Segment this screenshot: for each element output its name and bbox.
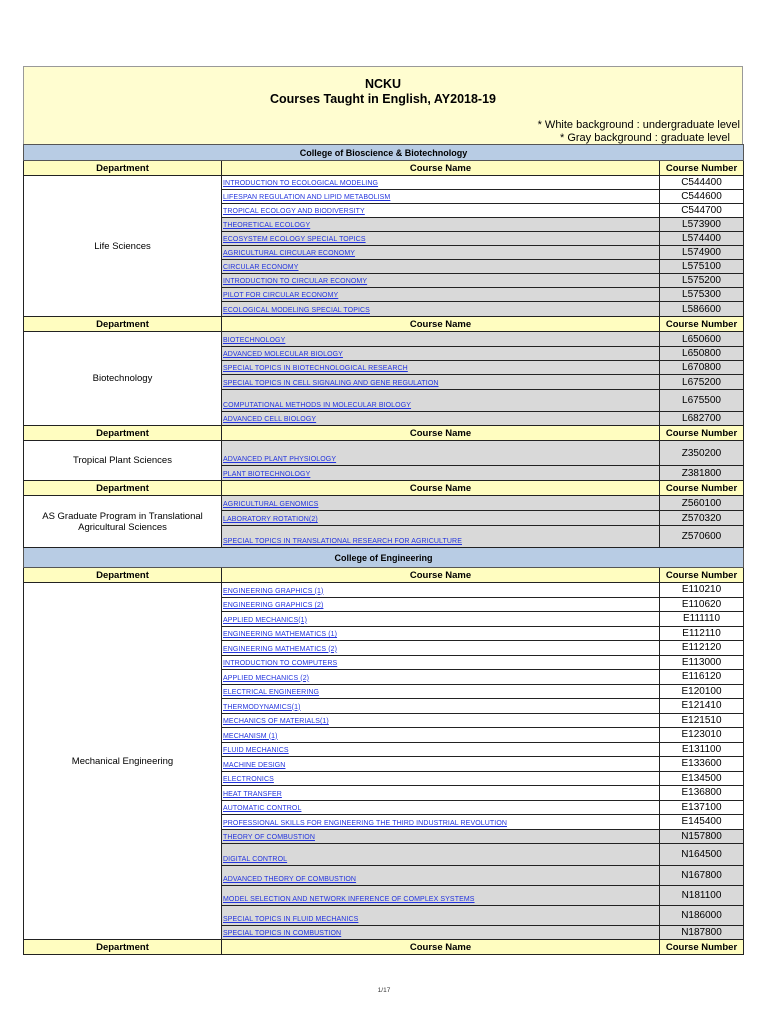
course-link[interactable]: SPECIAL TOPICS IN TRANSLATIONAL RESEARCH FOR AGRICULTURE (223, 538, 462, 545)
course-link[interactable]: ELECTRONICS (223, 776, 274, 783)
course-link[interactable]: SPECIAL TOPICS IN FLUID MECHANICS (223, 916, 359, 923)
course-number: L650800 (660, 347, 744, 361)
college-band (24, 548, 744, 568)
course-number: L682700 (660, 412, 744, 426)
course-link[interactable]: ADVANCED CELL BIOLOGY (223, 416, 317, 423)
course-number: N167800 (660, 866, 744, 886)
course-name-cell (222, 375, 660, 390)
course-name-cell (222, 866, 660, 886)
course-name-cell (222, 176, 660, 190)
column-header-department: Department (24, 481, 222, 496)
course-link[interactable]: APPLIED MECHANICS(1) (223, 616, 308, 624)
course-number: E131100 (660, 742, 744, 757)
course-link[interactable]: HEAT TRANSFER (223, 790, 282, 798)
course-link[interactable]: MECHANISM (1) (223, 732, 278, 740)
course-link[interactable]: THERMODYNAMICS(1) (223, 703, 301, 711)
course-number: E123010 (660, 728, 744, 743)
course-name-cell (222, 204, 660, 218)
page-number: 1/17 (377, 987, 391, 994)
course-number: Z570320 (660, 511, 744, 526)
course-name-cell (222, 713, 660, 728)
course-link[interactable]: INTRODUCTION TO COMPUTERS (223, 660, 338, 667)
course-link[interactable]: INTRODUCTION TO ECOLOGICAL MODELING (223, 180, 379, 187)
department-name: AS Graduate Program in Translational Agricultural Sciences (24, 496, 222, 548)
course-name-cell (222, 190, 660, 204)
course-name-cell (222, 728, 660, 743)
course-name-cell (222, 626, 660, 641)
course-row (24, 332, 744, 347)
course-number: L675500 (660, 390, 744, 412)
course-link[interactable]: TROPICAL ECOLOGY AND BIODIVERSITY (223, 208, 365, 215)
course-number: E134500 (660, 771, 744, 786)
course-number: L586600 (660, 302, 744, 317)
legend-note-gray: * Gray background : graduate level (560, 132, 730, 144)
course-number: Z570600 (660, 526, 744, 548)
course-name-cell (222, 218, 660, 232)
course-link[interactable]: PROFESSIONAL SKILLS FOR ENGINEERING THE THIRD INDUSTRIAL REVOLUTION (223, 819, 508, 827)
course-link[interactable]: THEORY OF COMBUSTION (223, 834, 315, 841)
column-header-row (24, 568, 744, 583)
course-row (24, 441, 744, 466)
course-number: E137100 (660, 800, 744, 815)
course-link[interactable]: ADVANCED PLANT PHYSIOLOGY (223, 456, 337, 463)
course-number: Z350200 (660, 441, 744, 466)
course-number: E120100 (660, 684, 744, 699)
title: NCKU (364, 77, 402, 91)
course-link[interactable]: PLANT BIOTECHNOLOGY (223, 471, 311, 478)
course-name-cell (222, 361, 660, 375)
course-link[interactable]: SPECIAL TOPICS IN BIOTECHNOLOGICAL RESEARCH (223, 365, 408, 372)
course-number: N157800 (660, 829, 744, 844)
course-link[interactable]: LABORATORY ROTATION(2) (223, 516, 318, 523)
course-link[interactable]: INTRODUCTION TO CIRCULAR ECONOMY (223, 278, 368, 285)
course-name-cell (222, 390, 660, 412)
course-number: C544600 (660, 190, 744, 204)
course-name-cell (222, 926, 660, 940)
course-name-cell (222, 699, 660, 714)
course-link[interactable]: APPLIED MECHANICS (2) (223, 674, 310, 682)
course-number: Z560100 (660, 496, 744, 511)
course-link[interactable]: AGRICULTURAL GENOMICS (223, 501, 319, 508)
department-name: Mechanical Engineering (24, 583, 222, 940)
college-band (24, 145, 744, 161)
column-header-row (24, 161, 744, 176)
course-name-cell (222, 412, 660, 426)
course-link[interactable]: ECOLOGICAL MODELING SPECIAL TOPICS (223, 307, 370, 314)
course-name-cell (222, 441, 660, 466)
course-name-cell (222, 260, 660, 274)
course-number: L575100 (660, 260, 744, 274)
course-name-cell (222, 829, 660, 844)
column-header-course-name: Course Name (222, 161, 660, 176)
course-name-cell (222, 771, 660, 786)
course-name-cell (222, 641, 660, 656)
course-number: L670800 (660, 361, 744, 375)
college-name: College of Engineering (24, 548, 744, 568)
course-name-cell (222, 612, 660, 627)
column-header-course-number: Course Number (660, 161, 744, 176)
course-number: L675200 (660, 375, 744, 390)
course-link[interactable]: COMPUTATIONAL METHODS IN MOLECULAR BIOLOGY (223, 402, 412, 409)
course-number: L574900 (660, 246, 744, 260)
course-link[interactable]: ENGINEERING GRAPHICS (1) (223, 587, 324, 595)
course-name-cell (222, 815, 660, 830)
course-link[interactable]: ADVANCED THEORY OF COMBUSTION (223, 876, 357, 883)
course-link[interactable]: PILOT FOR CIRCULAR ECONOMY (223, 292, 339, 299)
course-link[interactable]: SPECIAL TOPICS IN COMBUSTION (223, 930, 342, 937)
course-number: L575200 (660, 274, 744, 288)
course-name-cell (222, 302, 660, 317)
course-link[interactable]: AUTOMATIC CONTROL (223, 805, 302, 812)
column-header-row (24, 940, 744, 955)
course-number: N181100 (660, 886, 744, 906)
column-header-department: Department (24, 940, 222, 955)
course-name-cell (222, 597, 660, 612)
course-number: L650600 (660, 332, 744, 347)
course-link[interactable]: BIOTECHNOLOGY (223, 337, 286, 344)
column-header-course-name: Course Name (222, 426, 660, 441)
course-link[interactable]: SPECIAL TOPICS IN CELL SIGNALING AND GENE REGULATION (223, 380, 439, 387)
column-header-department: Department (24, 426, 222, 441)
course-number: E133600 (660, 757, 744, 772)
course-name-cell (222, 742, 660, 757)
course-number: N186000 (660, 906, 744, 926)
column-header-course-name: Course Name (222, 317, 660, 332)
course-name-cell (222, 844, 660, 866)
course-number: N164500 (660, 844, 744, 866)
course-link[interactable]: MODEL SELECTION AND NETWORK INFERENCE OF COMPLEX SYSTEMS (223, 896, 475, 903)
department-name: Life Sciences (24, 176, 222, 317)
course-number: E111110 (660, 612, 744, 627)
course-number: E145400 (660, 815, 744, 830)
course-number: L574400 (660, 232, 744, 246)
course-number: E121410 (660, 699, 744, 714)
course-number: L573900 (660, 218, 744, 232)
course-name-cell (222, 246, 660, 260)
subtitle: Courses Taught in English, AY2018-19 (270, 92, 496, 106)
course-name-cell (222, 583, 660, 598)
course-number: E110210 (660, 583, 744, 598)
column-header-department: Department (24, 317, 222, 332)
course-name-cell (222, 232, 660, 246)
department-name: Tropical Plant Sciences (24, 441, 222, 481)
column-header-row (24, 426, 744, 441)
course-name-cell (222, 886, 660, 906)
course-link[interactable]: MACHINE DESIGN (223, 761, 286, 769)
course-number: E112120 (660, 641, 744, 656)
course-link[interactable]: AGRICULTURAL CIRCULAR ECONOMY (223, 250, 356, 257)
course-link[interactable]: ENGINEERING MATHEMATICS (2) (223, 645, 338, 653)
course-number: C544400 (660, 176, 744, 190)
course-name-cell (222, 332, 660, 347)
course-name-cell (222, 684, 660, 699)
column-header-department: Department (24, 568, 222, 583)
course-link[interactable]: CIRCULAR ECONOMY (223, 264, 299, 271)
column-header-course-number: Course Number (660, 426, 744, 441)
course-link[interactable]: ELECTRICAL ENGINEERING (223, 689, 320, 696)
course-link[interactable]: THEORETICAL ECOLOGY (223, 222, 311, 229)
course-number: L575300 (660, 288, 744, 302)
course-number: N187800 (660, 926, 744, 940)
course-name-cell (222, 800, 660, 815)
course-name-cell (222, 670, 660, 685)
course-link[interactable]: ADVANCED MOLECULAR BIOLOGY (223, 351, 343, 358)
column-header-course-name: Course Name (222, 568, 660, 583)
course-name-cell (222, 274, 660, 288)
course-row (24, 176, 744, 190)
course-link[interactable]: LIFESPAN REGULATION AND LIPID METABOLISM (223, 194, 391, 201)
course-name-cell (222, 906, 660, 926)
course-link[interactable]: ENGINEERING MATHEMATICS (1) (223, 631, 338, 638)
course-name-cell (222, 466, 660, 481)
column-header-course-name: Course Name (222, 940, 660, 955)
column-header-course-name: Course Name (222, 481, 660, 496)
course-number: Z381800 (660, 466, 744, 481)
course-name-cell (222, 757, 660, 772)
course-number: E113000 (660, 655, 744, 670)
course-link[interactable]: FLUID MECHANICS (223, 747, 289, 754)
course-name-cell (222, 655, 660, 670)
course-row (24, 583, 744, 598)
column-header-course-number: Course Number (660, 940, 744, 955)
college-name: College of Bioscience & Biotechnology (24, 145, 744, 161)
department-name: Biotechnology (24, 332, 222, 426)
course-link[interactable]: MECHANICS OF MATERIALS(1) (223, 718, 329, 725)
course-number: E121510 (660, 713, 744, 728)
column-header-department: Department (24, 161, 222, 176)
course-number: E112110 (660, 626, 744, 641)
column-header-row (24, 317, 744, 332)
course-name-cell (222, 526, 660, 548)
column-header-row (24, 481, 744, 496)
document-title-box (23, 66, 743, 144)
course-name-cell (222, 496, 660, 511)
course-name-cell (222, 786, 660, 801)
course-link[interactable]: ENGINEERING GRAPHICS (2) (223, 602, 324, 609)
course-number: E110620 (660, 597, 744, 612)
course-link[interactable]: ECOSYSTEM ECOLOGY SPECIAL TOPICS (223, 236, 366, 243)
course-number: E116120 (660, 670, 744, 685)
course-link[interactable]: DIGITAL CONTROL (223, 856, 288, 863)
course-number: E136800 (660, 786, 744, 801)
legend-note-white: * White background : undergraduate level (537, 119, 740, 131)
course-name-cell (222, 288, 660, 302)
course-row (24, 496, 744, 511)
column-header-course-number: Course Number (660, 317, 744, 332)
course-number: C544700 (660, 204, 744, 218)
courses-table (23, 144, 744, 955)
course-name-cell (222, 347, 660, 361)
column-header-course-number: Course Number (660, 568, 744, 583)
column-header-course-number: Course Number (660, 481, 744, 496)
course-name-cell (222, 511, 660, 526)
